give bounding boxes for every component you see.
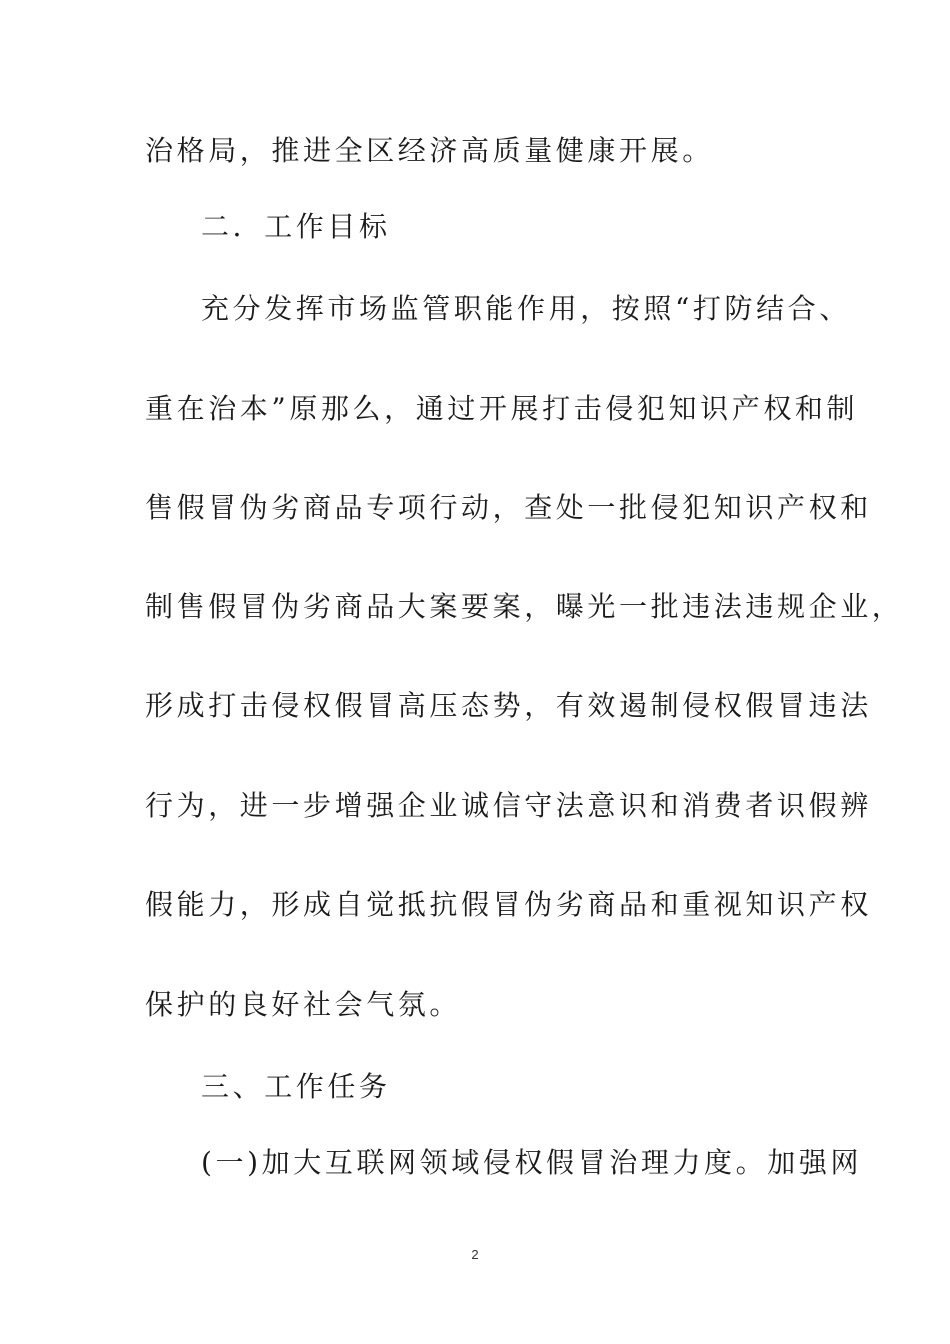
paragraph-line: 形成打击侵权假冒高压态势，有效遏制侵权假冒违法 — [145, 689, 872, 722]
section-heading: 二．工作目标 — [201, 210, 391, 243]
paragraph-line: 制售假冒伪劣商品大案要案，曝光一批违法违规企业， — [145, 590, 904, 623]
paragraph-line: 售假冒伪劣商品专项行动，查处一批侵犯知识产权和 — [145, 491, 872, 524]
paragraph-line: 假能力，形成自觉抵抗假冒伪劣商品和重视知识产权 — [145, 888, 872, 921]
paragraph-line: (一)加大互联网领域侵权假冒治理力度。加强网 — [201, 1146, 863, 1179]
paragraph-line: 充分发挥市场监管职能作用，按照“打防结合、 — [201, 292, 851, 325]
paragraph-line: 重在治本”原那么，通过开展打击侵犯知识产权和制 — [145, 392, 859, 425]
paragraph-line: 保护的良好社会气氛。 — [145, 988, 462, 1021]
page-number: 2 — [471, 1247, 479, 1262]
section-heading: 三、工作任务 — [201, 1070, 391, 1103]
paragraph-line: 行为，进一步增强企业诚信守法意识和消费者识假辨 — [145, 789, 872, 822]
paragraph-line: 治格局，推进全区经济高质量健康开展。 — [145, 134, 714, 167]
